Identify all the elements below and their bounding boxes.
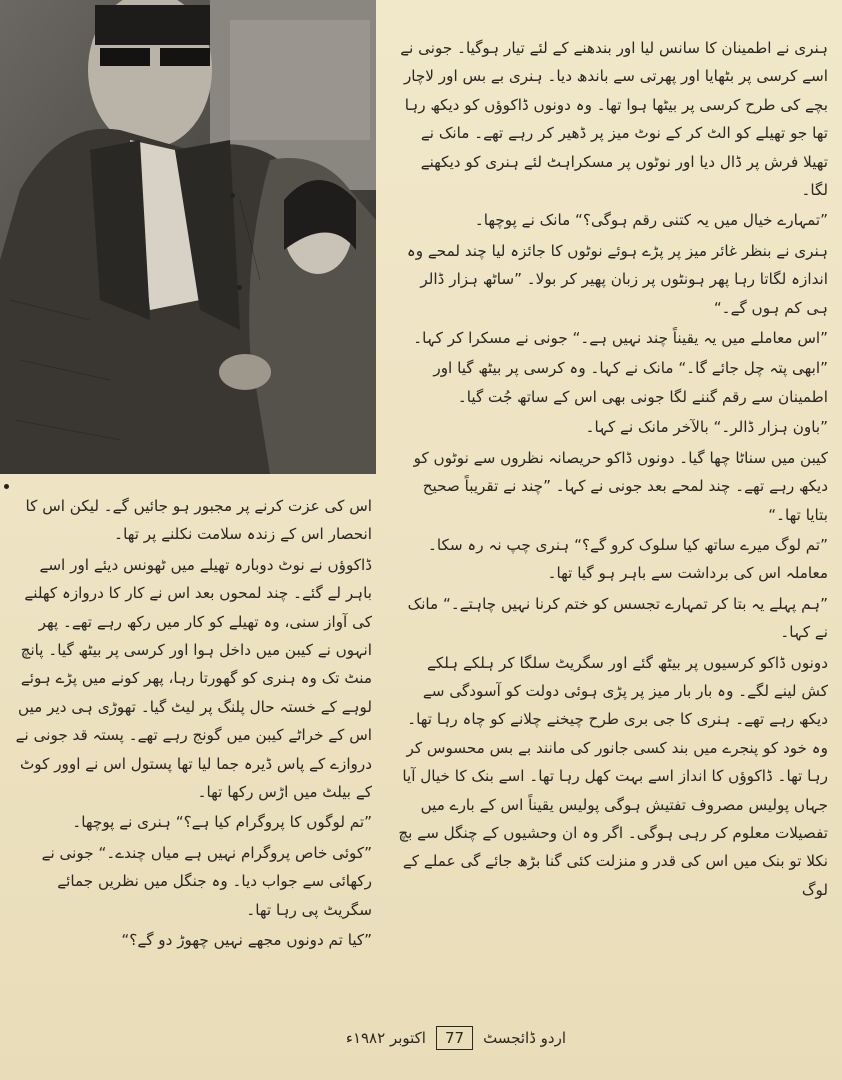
photo-illustration	[0, 0, 376, 474]
page-number: 77	[436, 1026, 473, 1050]
paragraph: دونوں ڈاکو کرسیوں پر بیٹھ گئے اور سگریٹ سلگا کر ہلکے ہلکے کش لینے لگے۔ وہ بار بار میز پر پڑی ہوئی دولت کو آسودگی سے دیکھ رہے تھے۔ ہنری کا جی بری طرح چیخنے چلانے کو چاہ رہا تھا۔ وہ خود کو پنجرے میں بند کسی جانور کی مانند بے بس محسوس کر رہا تھا۔ ڈاکوؤں کا انداز اسے بہت کھل رہا تھا۔ اسے بنک کا خیال آیا جہاں پولیس مصروف تفتیش ہوگی پولیس یقیناً اس کے بارے میں تفصیلات معلوم کر رہی ہوگی۔ اگر وہ ان وحشیوں کے چنگل سے بچ نکلا تو بنک میں اس کی قدر و منزلت کئی گنا بڑھ جائے گی عملے کے لوگ	[398, 653, 828, 899]
story-photo	[0, 0, 376, 474]
publication-name: اردو ڈائجسٹ	[483, 1029, 566, 1047]
paragraph: کیبن میں سناٹا چھا گیا۔ دونوں ڈاکو حریصانہ نظروں سے نوٹوں کو دیکھ رہے تھے۔ چند لمحے بعد جونی نے کہا۔ ”چند نے تقریباً صحیح بتایا تھا۔“	[413, 448, 828, 524]
paragraph: ”باون ہزار ڈالر۔“ بالآخر مانک نے کہا۔	[585, 418, 828, 437]
ink-dot	[230, 193, 235, 198]
paragraph: ”ہم پہلے یہ بتا کر تمہارے تجسس کو ختم کرنا نہیں چاہتے۔“ مانک نے کہا۔	[407, 594, 828, 642]
paragraph: ”اس معاملے میں یہ یقیناً چند نہیں ہے۔“ جونی نے مسکرا کر کہا۔	[413, 329, 828, 348]
paragraph: ڈاکوؤں نے نوٹ دوبارہ تھیلے میں ٹھونس دیئے اور اسے باہر لے گئے۔ چند لمحوں بعد اس نے کار کا دروازہ کھلنے کی آواز سنی، وہ تھیلے کو کار میں رکھ رہے تھے۔ پھر انہوں نے کیبن میں داخل ہوا اور کرسی پر بیٹھ گیا۔ پانچ منٹ تک وہ ہنری کو گھورتا رہا، پھر کونے میں پڑے ہوئے لوہے کے خستہ حال پلنگ پر لیٹ گیا۔ تھوڑی ہی دیر میں اس کے خراٹے کیبن میں گونج رہے تھے۔ پستہ قد جونی نے دروازے کے پاس ڈیرہ جما لیا تھا پستول اس نے اوور کوٹ کے بیلٹ میں اڑس رکھا تھا۔	[15, 555, 372, 802]
paragraph: ”کیا تم دونوں مجھے نہیں چھوڑ دو گے؟“	[121, 931, 372, 950]
paragraph: ”تم لوگ میرے ساتھ کیا سلوک کرو گے؟“ ہنری چپ نہ رہ سکا۔ معاملہ اس کی برداشت سے باہر ہو گیا تھا۔	[427, 535, 828, 583]
paragraph: ہنری نے بنظر غائر میز پر پڑے ہوئے نوٹوں کا جائزہ لیا چند لمحے وہ اندازہ لگاتا رہا پھر ہونٹوں پر زبان پھیر کر بولا۔ ”ساٹھ ہزار ڈالر ہی کم ہوں گے۔“	[406, 241, 828, 317]
article-left-column	[10, 492, 372, 957]
paragraph: ہنری نے اطمینان کا سانس لیا اور بندھنے کے لئے تیار ہوگیا۔ جونی نے اسے کرسی پر بٹھایا اور پھرتی سے باندھ دیا۔ ہنری بے بس اور لاچار بچے کی طرح کرسی پر بیٹھا ہوا تھا۔ وہ دونوں ڈاکوؤں کو دیکھ رہا تھا جو تھیلے کو الٹ کر کے نوٹ میز پر ڈھیر کر رہے تھے۔ مانک نے تھیلا فرش پر ڈال دیا اور نوٹوں پر مسکراہٹ لئے ہنری کو دیکھنے لگا۔	[400, 39, 828, 200]
page-footer	[266, 1018, 566, 1058]
paragraph: ”کوئی خاص پروگرام نہیں ہے میاں چندے۔“ جونی نے رکھائی سے جواب دیا۔ وہ جنگل میں نظریں جمائے سگریٹ پی رہا تھا۔	[41, 843, 372, 919]
ink-dot	[4, 484, 9, 489]
paragraph: ”تم لوگوں کا پروگرام کیا ہے؟“ ہنری نے پوچھا۔	[72, 813, 372, 832]
paragraph: ”تمہارے خیال میں یہ کتنی رقم ہوگی؟“ مانک نے پوچھا۔	[474, 211, 828, 230]
ink-dot	[237, 285, 242, 290]
paragraph: اس کی عزت کرنے پر مجبور ہو جائیں گے۔ لیکن اس کا انحصار اس کے زندہ سلامت نکلنے پر تھا۔	[25, 497, 372, 544]
article-right-column	[396, 34, 828, 906]
issue-date: اکتوبر ۱۹۸۲ء	[345, 1029, 426, 1047]
paragraph: ”ابھی پتہ چل جائے گا۔“ مانک نے کہا۔ وہ کرسی پر بیٹھ گیا اور اطمینان سے رقم گننے لگا جونی بھی اس کے ساتھ جُت گیا۔	[433, 359, 828, 406]
